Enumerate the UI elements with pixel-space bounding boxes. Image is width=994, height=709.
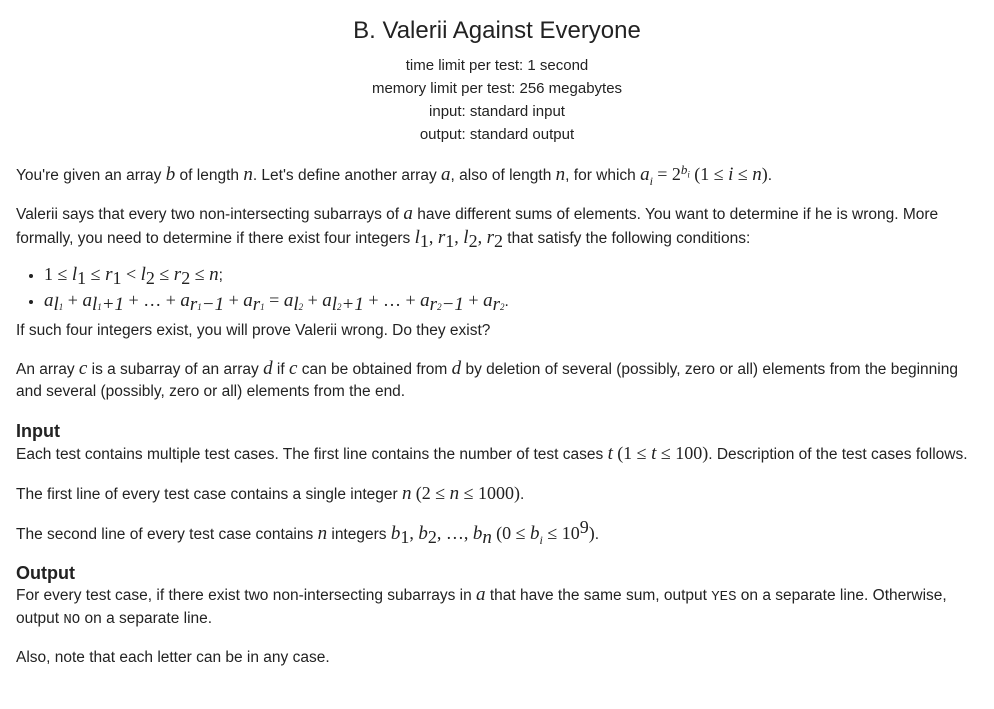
problem-page xyxy=(0,16,994,709)
statement-paragraph: Valerii says that every two non-intersecting subarrays of a have different sums of elements. You want to determine if he is wrong. More formally, you need to determine if there exist four integers $l_1$, $r_1$, $l_2$, $r_2$ that satisfy the following conditions: xyxy=(16,203,939,252)
list-item: • $a_{l1} + a_{l1+1}$ + … + $a_{r1-1} + a_{r1} = a_{l2} + a_{l2+1}$ + … + $a_{r2-1} + a_{r2}$. xyxy=(44,288,978,314)
output-paragraph: For every test case, if there exist two non-intersecting subarrays in a that have the same sum, output YES on a separate line. Otherwise, output NO on a separate line. xyxy=(16,584,947,628)
conditions-list xyxy=(16,262,978,314)
output-section xyxy=(16,562,978,669)
input-paragraph: The second line of every test case contains n integers $b_1$, $b_2$, …, $b_n$ $(0 \le b_i \le 10^9)$. xyxy=(16,516,600,549)
input-type: input: standard input xyxy=(429,103,565,120)
memory-limit: memory limit per test: 256 megabytes xyxy=(371,80,623,97)
input-paragraph: The first line of every test case contains a single integer n (2 ≤ n ≤ 1000). xyxy=(16,483,525,504)
input-section xyxy=(16,420,978,549)
statement-paragraph: An array c is a subarray of an array d if c can be obtained from d by deletion of several (possibly, zero or all) elements from the beginning and several (possibly, zero or all) elements from the end. xyxy=(16,358,958,400)
output-section-title: Output xyxy=(16,563,75,583)
input-paragraph: Each test contains multiple test cases. The first line contains the number of test cases t (1 ≤ t ≤ 100). Description of the test cases follows. xyxy=(16,443,968,464)
statement-paragraph: If such four integers exist, you will prove Valerii wrong. Do they exist? xyxy=(16,322,491,339)
input-section-title: Input xyxy=(16,421,60,441)
time-limit: time limit per test: 1 second xyxy=(405,57,589,74)
output-type: output: standard output xyxy=(419,126,575,143)
list-item: • $1 \le l_1 \le r_1 < l_2 \le r_2 \le n$; xyxy=(44,262,978,288)
problem-title: B. Valerii Against Everyone xyxy=(353,17,641,44)
output-paragraph: Also, note that each letter can be in any case. xyxy=(16,649,330,666)
problem-limits xyxy=(16,54,978,146)
statement-paragraph: You're given an array b of length n. Let's define another array a, also of length n, for which $a_i = 2^{b_i}$ (1 ≤ i ≤ n). xyxy=(16,161,773,188)
